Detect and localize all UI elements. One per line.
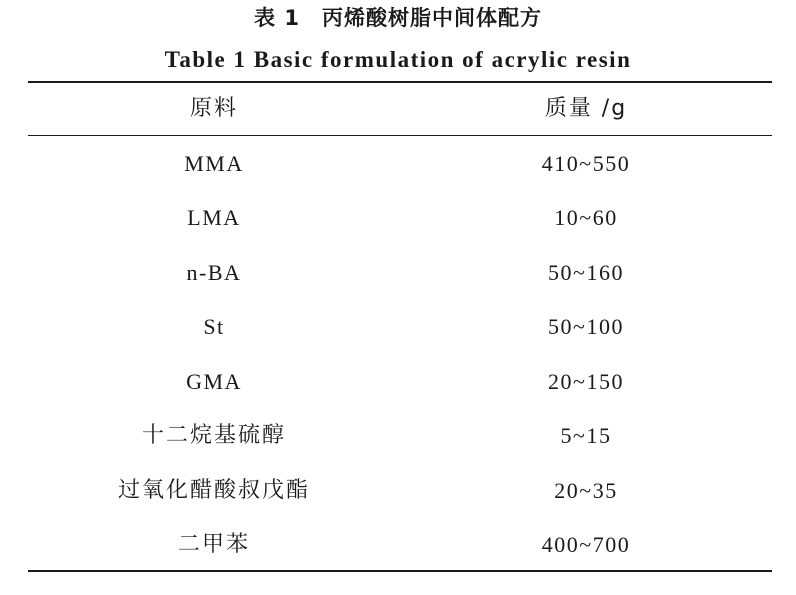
- table-row: [28, 146, 772, 182]
- table-header-rule: [28, 135, 772, 136]
- material-cell: 过氧化醋酸叔戊酯: [117, 478, 310, 503]
- table-header-row: [28, 91, 772, 127]
- material-cell: 二甲苯: [177, 532, 250, 557]
- header-material: 原料: [189, 96, 238, 121]
- mass-cell: 410~550: [541, 151, 631, 176]
- table-row: [28, 418, 772, 454]
- table-row: [28, 473, 772, 509]
- table-top-rule: [28, 81, 772, 83]
- material-cell: n-BA: [186, 260, 242, 285]
- table-caption-chinese: 表 1 丙烯酸树脂中间体配方: [254, 6, 542, 30]
- mass-cell: 400~700: [541, 532, 631, 557]
- material-cell: 十二烷基硫醇: [141, 423, 286, 448]
- table-row: [28, 200, 772, 236]
- material-cell: St: [203, 314, 225, 339]
- mass-cell: 20~150: [548, 369, 624, 394]
- table-bottom-rule: [28, 570, 772, 572]
- table-row: [28, 364, 772, 400]
- mass-cell: 20~35: [554, 478, 618, 503]
- header-mass: 质量 /g: [544, 96, 628, 121]
- mass-cell: 10~60: [554, 205, 618, 230]
- mass-cell: 5~15: [560, 423, 612, 448]
- material-cell: GMA: [186, 369, 242, 394]
- material-cell: LMA: [187, 205, 241, 230]
- table-row: [28, 309, 772, 345]
- mass-cell: 50~100: [548, 314, 624, 339]
- mass-cell: 50~160: [548, 260, 624, 285]
- material-cell: MMA: [184, 151, 244, 176]
- table-row: [28, 255, 772, 291]
- table-caption-english: Table 1 Basic formulation of acrylic resin: [164, 47, 632, 72]
- table-row: [28, 527, 772, 563]
